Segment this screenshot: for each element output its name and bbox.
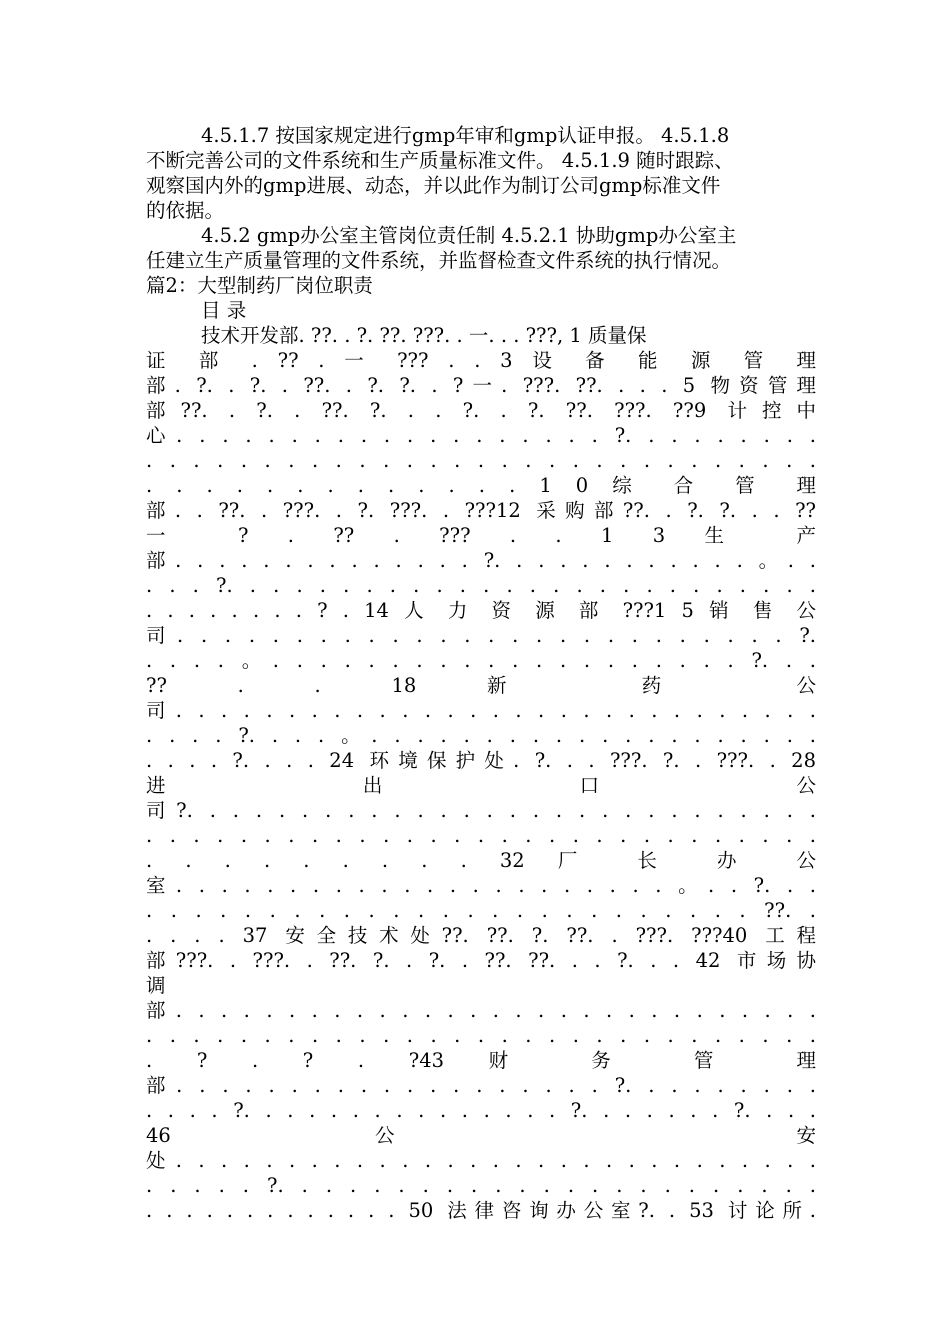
text-line: . . . . ?. . . . 。. . . . . . . . . . . . . . . . . . . . [146, 724, 816, 747]
text-line: 不断完善公司的文件系统和生产质量标准文件。 4.5.1.9 随时跟踪、 [146, 149, 734, 172]
text-line: 46 公 安 [146, 1124, 816, 1147]
text-line: 处. . . . . . . . . . . . . . . . . . . . . . . . . . . . . [146, 1149, 816, 1172]
text-line: 目 录 [201, 299, 247, 322]
text-line: 部. . . . . . . . . . . . . . ?. . . . . . . . . . . . 。. . [146, 549, 816, 572]
text-line: ?? . . 18 新 药 公 [146, 674, 816, 697]
text-line: 部???. . ???. . ??. ?. . ?. . ??. ??. . . ?. . . 42 市场协 [146, 949, 816, 972]
text-line: 观察国内外的gmp进展、动态，并以此作为制订公司gmp标准文件 [146, 174, 721, 197]
text-line: 调 [146, 974, 166, 997]
text-line: 部. . . . . . . . . . . . . . . . . . . ?. . . . . . . . . [146, 1074, 816, 1097]
text-line: . . . . . . . . . . . . . 1 0 综 合 管 理 [146, 474, 816, 497]
text-line: . . . . . . . . . . . . . . . . . . . . . . . . . . . . . [146, 1024, 816, 1047]
text-line: 4.5.1.7 按国家规定进行gmp年审和gmp认证申报。 4.5.1.8 [201, 124, 730, 147]
text-line: . . . . . ?. . . . . . . . . . . . . . . . . . . . . . . [146, 1174, 816, 1197]
text-line: 篇2：大型制药厂岗位职责 [146, 274, 373, 297]
text-line: 部. ?. . ?. . ??. . ?. ?. . ?一. ???. ??. . . . 5 物资管理 [146, 374, 816, 397]
text-line: . ? . ? . ?43 财 务 管 理 [146, 1049, 816, 1072]
text-line: 进 出 口 公 [146, 774, 816, 797]
text-line: 4.5.2 gmp办公室主管岗位责任制 4.5.2.1 协助gmp办公室主 [201, 224, 737, 247]
text-line: . . . . ?. . . . . . . . . . . . . . . ?. . . . . . . ?. . . . [146, 1099, 816, 1122]
text-line: . . . . . . . . . . . . . . . . . . . . . . . . . . . . . [146, 824, 816, 847]
text-line: 司. . . . . . . . . . . . . . . . . . . . . . . . . . ?. [146, 624, 816, 647]
text-line: 技术开发部. ??. . ?. ??. ???. . 一. . . ???, 1 质量保 [201, 324, 647, 347]
text-line: 部??. . ?. . ??. ?. . . ?. . ?. ??. ???. ??9 计控中 [146, 399, 816, 422]
document-page [146, 123, 816, 1223]
text-line: 的依据。 [146, 199, 225, 222]
text-line: . . . . . . . . . . . . . 50 法律咨询办公室?. . 53 讨论所. [146, 1199, 816, 1222]
text-line: 室. . . . . . . . . . . . . . . . . . . . . . 。. . ?. . . [146, 874, 816, 897]
text-line: . . . . . . . . . . . . . . . . . . . . . . . . . . . . . [146, 449, 816, 472]
text-line: . . . ?. . . . . . . . . . . . . . . . . . . . . . . . . . [146, 574, 816, 597]
text-line: 证 部 . ?? . 一 ??? . . 3 设 备 能 源 管 理 [146, 349, 816, 372]
text-line: 一 ? . ?? . ??? . . 1 3 生 产 [146, 524, 816, 547]
text-line: 司?. . . . . . . . . . . . . . . . . . . . . . . . . . . . [146, 799, 816, 822]
text-line: . . . . . . . . ? . 14 人 力 资 源 部 ???1 5 销 售 公 [146, 599, 816, 622]
text-line: 任建立生产质量管理的文件系统，并监督检查文件系统的执行情况。 [146, 249, 732, 272]
text-line: . . . . 37 安全技术处??. ??. ?. ??. . ???. ???40 工程 [146, 924, 816, 947]
text-line: . . . . . . . . . . . . . . . . . . . . . . . . . ??. . [146, 899, 816, 922]
text-line: 心. . . . . . . . . . . . . . . . . . . ?. . . . . . . . . [146, 424, 816, 447]
text-line: . . . . ?. . . . 24 环境保护处. ?. . . ???. ?. . ???. . 28 [146, 749, 816, 772]
text-line: 部. . . . . . . . . . . . . . . . . . . . . . . . . . . . . [146, 999, 816, 1022]
text-line: . . . . . . . . . 32 厂 长 办 公 [146, 849, 816, 872]
text-line: 部. . ??. . ???. . ?. ???. . ???12 采购部??. . ?. ?. . . ?? [146, 499, 816, 522]
text-line: . . . . 。. . . . . . . . . . . . . . . . . . . . ?. . . [146, 649, 816, 672]
text-line: 司. . . . . . . . . . . . . . . . . . . . . . . . . . . . . [146, 699, 816, 722]
